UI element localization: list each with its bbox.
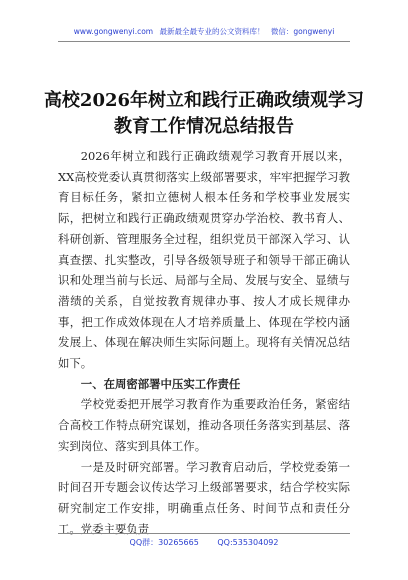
section1-paragraph-1: 学校党委把开展学习教育作为重要政治任务，紧密结合高校工作特点研究谋划，推动各项任务落实到基层、落实到岗位、落实到具体工作。 [58,397,350,453]
footer-qq-number: QQ:535304092 [217,538,279,547]
section1-paragraph-2: 一是及时研究部署。学习教育启动后，学校党委第一时间召开专题会议传达学习上级部署要求，结合学校实际研究制定工作安排，明确重点任务、时间节点和责任分工。党委主要负责 [58,459,350,536]
title-line-2: 教育工作情况总结报告 [114,116,294,137]
document-body [58,146,350,539]
intro-paragraph: 2026年树立和践行正确政绩观学习教育开展以来，XX高校党委认真贯彻落实上级部署要求，牢牢把握学习教育目标任务，紧扣立德树人根本任务和学校事业发展实际，把树立和践行正确政绩观贯穿办学治校、教书育人、科研创新、管理服务全过程，组织党员干部深入学习、认真查摆、扎实整改，引导各级领导班子和领导干部正确认识和处理当前与长远、局部与全局、发展与安全、显绩与潜绩的关系，自觉按教育规律办事、按人才成长规律办事，把工作成效体现在人才培养质量上、体现在学校内涵发展上、体现在解决师生实际问题上。现将有关情况总结如下。 [58,149,350,371]
footer-qq-group: QQ群：30265665 [129,538,199,547]
title-line-1: 高校2026年树立和践行正确政绩观学习 [43,90,365,111]
document-title [0,88,408,140]
footer-divider [58,533,350,534]
page-header [0,26,408,37]
page-footer [0,537,408,548]
header-wechat: 微信：gongwenyi [270,27,335,36]
header-tagline: 最新最全最专业的公文资料库！ [159,27,265,36]
header-divider [58,41,350,42]
header-site-url[interactable]: www.gongwenyi.com [73,27,154,36]
section-heading-1: 一、在周密部署中压实工作责任 [80,376,241,391]
